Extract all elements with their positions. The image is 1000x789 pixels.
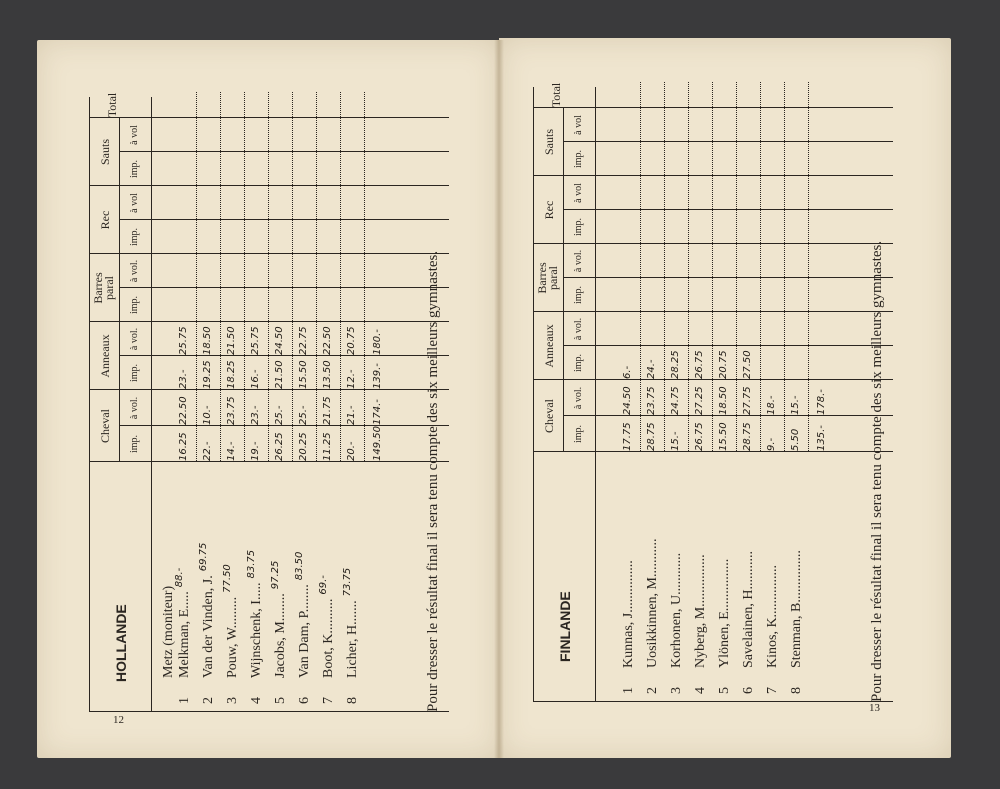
handwritten-score: 25.- <box>298 405 309 425</box>
handwritten-score: 11.25 <box>322 432 333 461</box>
handwritten-score: 20.75 <box>346 326 357 355</box>
row-dotted-rule <box>712 82 713 452</box>
gymnast-row <box>617 560 641 694</box>
gymnast-row <box>785 550 809 694</box>
leader-dots: ....... <box>297 584 312 609</box>
row-dotted-rule <box>736 82 737 452</box>
table-header-rule <box>151 97 152 712</box>
gymnast-name: Uosikkinnen, M. <box>645 573 660 668</box>
barres-header-line1: Barres <box>91 272 105 304</box>
handwritten-score: 12.- <box>346 369 357 389</box>
leader-dots: .............. <box>789 550 804 600</box>
handwritten-score: 23.75 <box>226 396 237 425</box>
subheader-rule <box>119 118 120 186</box>
row-dotted-rule <box>220 92 221 462</box>
column-rule <box>89 321 449 322</box>
footer-note: Pour dresser le résultat final il sera tenu compte des six meilleurs gymnastes. <box>425 250 441 712</box>
column-rule <box>89 117 449 118</box>
barres-header-line1: Barres <box>535 262 549 294</box>
table-top-rule <box>89 97 90 712</box>
leader-dots: .............. <box>621 560 636 610</box>
gymnast-number: 8 <box>345 697 360 704</box>
handwritten-score: 24.- <box>646 359 657 379</box>
subcolumn-rule <box>563 141 893 142</box>
moniteur-label: Metz (moniteur) <box>161 585 176 678</box>
barres-header-line2: paral <box>546 266 560 290</box>
gymnast-number: 3 <box>225 697 240 704</box>
subcolumn-rule <box>563 345 893 346</box>
gymnast-row <box>689 554 713 694</box>
handwritten-score: 10.- <box>202 405 213 425</box>
gymnast-number: 6 <box>741 687 756 694</box>
table-left-rule <box>89 711 449 712</box>
gymnast-row <box>269 561 293 704</box>
leader-dots: .............. <box>765 564 780 614</box>
handwritten-score: 139.- <box>372 363 383 389</box>
gymnast-number: 5 <box>273 697 288 704</box>
leader-dots: .............. <box>693 554 708 604</box>
cheval-header: Cheval <box>542 399 556 433</box>
handwritten-score: 24.75 <box>670 386 681 415</box>
subcolumn-rule <box>119 425 449 426</box>
subheader-rule <box>119 390 120 462</box>
score-sheet-finlande <box>533 82 893 702</box>
handwritten-score: 5.50 <box>790 428 801 451</box>
handwritten-score: 15.- <box>670 431 681 451</box>
country-title: FINLANDE <box>557 591 573 662</box>
gymnast-number: 2 <box>645 687 660 694</box>
imp-subheader: imp. <box>129 363 140 383</box>
column-rule <box>533 451 893 452</box>
a-vol-subheader: à vol <box>573 115 584 135</box>
handwritten-total: 77.50 <box>222 564 233 593</box>
gymnast-name: Kinos, K. <box>765 613 780 668</box>
leader-dots: ........ <box>225 596 240 625</box>
row-dotted-rule <box>292 92 293 462</box>
handwritten-score: 6.- <box>622 365 633 379</box>
table-top-rule <box>533 87 534 702</box>
handwritten-score: 26.25 <box>274 432 285 461</box>
handwritten-score: 135.- <box>816 425 827 451</box>
handwritten-total: 88.- <box>174 567 185 588</box>
row-dotted-rule <box>760 82 761 452</box>
sauts-header: Sauts <box>542 129 556 156</box>
gymnast-row <box>197 543 221 704</box>
handwritten-score: 23.- <box>250 405 261 425</box>
gymnast-row <box>761 565 785 694</box>
total-header: Total <box>549 82 563 108</box>
subheader-rule <box>563 108 564 176</box>
handwritten-score: 15.50 <box>718 422 729 451</box>
subcolumn-rule <box>563 415 893 416</box>
page-number: 12 <box>113 714 124 726</box>
handwritten-score: 28.75 <box>646 422 657 451</box>
row-dotted-rule <box>808 82 809 452</box>
row-dotted-rule <box>688 82 689 452</box>
subcolumn-rule <box>119 151 449 152</box>
leader-dots: .... <box>177 591 192 606</box>
total-header: Total <box>105 92 119 118</box>
gymnast-name: Van der Vinden, J. <box>201 575 216 678</box>
gymnast-name: Boot, K. <box>321 630 336 678</box>
handwritten-score: 23.- <box>178 369 189 389</box>
barres-header-line2: paral <box>102 276 116 300</box>
gymnast-row <box>665 553 689 694</box>
leader-dots: .......... <box>741 550 756 586</box>
rec-header: Rec <box>542 200 556 220</box>
gymnast-name: Stenman, B. <box>789 599 804 668</box>
imp-subheader: imp. <box>129 295 140 315</box>
handwritten-score: 178.- <box>816 389 827 415</box>
column-rule <box>89 185 449 186</box>
gymnast-name: Ylönen, E. <box>717 607 732 668</box>
gymnast-number: 7 <box>321 697 336 704</box>
leader-dots: ....... <box>273 593 288 618</box>
handwritten-score: 27.75 <box>742 386 753 415</box>
table-left-rule <box>533 701 893 702</box>
handwritten-score: 16.- <box>250 369 261 389</box>
footer-note: Pour dresser le résultat final il sera tenu compte des six meilleurs gymnastes. <box>869 240 885 702</box>
handwritten-score: 16.25 <box>178 432 189 461</box>
gymnast-name: Van Dam, P. <box>297 608 312 678</box>
column-rule <box>89 461 449 462</box>
gymnast-number: 7 <box>765 687 780 694</box>
gymnast-row <box>317 575 341 704</box>
gymnast-number: 1 <box>621 687 636 694</box>
handwritten-score: 22.75 <box>298 326 309 355</box>
row-dotted-rule <box>364 92 365 462</box>
handwritten-total: 69.75 <box>198 542 209 572</box>
gymnast-name: Savelainen, H. <box>741 585 756 668</box>
rec-header: Rec <box>98 210 112 230</box>
handwritten-score: 21.75 <box>322 396 333 425</box>
imp-subheader: imp. <box>573 285 584 305</box>
row-dotted-rule <box>316 92 317 462</box>
gymnast-row <box>713 559 737 694</box>
handwritten-score: 20.- <box>346 441 357 461</box>
subheader-rule <box>563 176 564 244</box>
column-rule <box>533 243 893 244</box>
handwritten-score: 22.- <box>202 441 213 461</box>
handwritten-total: 69.- <box>318 575 329 595</box>
leader-dots: .... <box>249 582 264 597</box>
a-vol-subheader: à vol. <box>573 386 584 410</box>
handwritten-score: 20.75 <box>718 350 729 379</box>
book-spine <box>494 40 504 758</box>
gymnast-row <box>221 564 245 704</box>
handwritten-score: 18.- <box>766 395 777 415</box>
handwritten-score: 149.50 <box>372 426 383 461</box>
a-vol-subheader: à vol. <box>129 327 140 351</box>
handwritten-score: 17.75 <box>622 422 633 451</box>
row-dotted-rule <box>244 92 245 462</box>
row-dotted-rule <box>640 82 641 452</box>
a-vol-subheader: à vol. <box>573 249 584 273</box>
imp-subheader: imp. <box>573 217 584 237</box>
gymnast-row <box>341 568 365 704</box>
handwritten-score: 22.50 <box>178 396 189 425</box>
handwritten-score: 24.50 <box>622 386 633 415</box>
handwritten-total: 97.25 <box>270 560 281 590</box>
gymnast-number: 4 <box>249 697 264 704</box>
handwritten-score: 180.- <box>372 329 383 355</box>
handwritten-score: 23.75 <box>646 386 657 415</box>
handwritten-score: 24.50 <box>274 326 285 355</box>
handwritten-score: 20.25 <box>298 432 309 461</box>
right-page <box>499 38 951 758</box>
gymnast-row <box>245 550 269 704</box>
column-rule <box>533 175 893 176</box>
leader-dots: .............. <box>717 558 732 608</box>
gymnast-name: Melkman, E. <box>177 605 192 678</box>
subcolumn-rule <box>119 287 449 288</box>
handwritten-score: 18.50 <box>718 386 729 415</box>
leader-dots: ......... <box>321 598 336 631</box>
handwritten-total: 83.75 <box>246 549 257 579</box>
handwritten-score: 26.75 <box>694 350 705 379</box>
country-title: HOLLANDE <box>113 604 129 682</box>
handwritten-score: 174.- <box>372 399 383 425</box>
score-sheet-hollande <box>89 92 449 712</box>
a-vol-subheader: à vol <box>573 183 584 203</box>
handwritten-total: 73.75 <box>342 567 353 597</box>
row-dotted-rule <box>268 92 269 462</box>
handwritten-score: 27.50 <box>742 350 753 379</box>
handwritten-score: 18.25 <box>226 360 237 389</box>
handwritten-score: 15.- <box>790 395 801 415</box>
gymnast-row <box>737 551 761 694</box>
anneaux-header: Anneaux <box>98 334 112 378</box>
subheader-rule <box>563 380 564 452</box>
row-dotted-rule <box>784 82 785 452</box>
handwritten-score: 25.75 <box>250 326 261 355</box>
leader-dots: ...... <box>345 600 360 622</box>
column-rule <box>89 389 449 390</box>
leader-dots: ........... <box>669 552 684 592</box>
gymnast-name: Licher, H. <box>345 621 360 678</box>
handwritten-score: 21.- <box>346 405 357 425</box>
handwritten-score: 25.75 <box>178 326 189 355</box>
gymnast-number: 4 <box>693 687 708 694</box>
column-rule <box>89 253 449 254</box>
subheader-rule <box>563 244 564 312</box>
gymnast-name: Pouw, W. <box>225 624 240 678</box>
handwritten-score: 15.50 <box>298 360 309 389</box>
sauts-header: Sauts <box>98 139 112 166</box>
row-dotted-rule <box>664 82 665 452</box>
gymnast-number: 5 <box>717 687 732 694</box>
gymnast-name: Korhonen, U. <box>669 591 684 668</box>
handwritten-total: 83.50 <box>294 551 305 581</box>
gymnast-name: Nyberg, M. <box>693 603 708 668</box>
cheval-header: Cheval <box>98 409 112 443</box>
handwritten-score: 19.25 <box>202 360 213 389</box>
handwritten-score: 28.75 <box>742 422 753 451</box>
page-number: 13 <box>869 702 880 714</box>
handwritten-score: 19.- <box>250 441 261 461</box>
handwritten-score: 18.50 <box>202 326 213 355</box>
column-rule <box>533 379 893 380</box>
handwritten-score: 13.50 <box>322 360 333 389</box>
gymnast-number: 8 <box>789 687 804 694</box>
gymnast-number: 3 <box>669 687 684 694</box>
handwritten-score: 25.- <box>274 405 285 425</box>
imp-subheader: imp. <box>573 353 584 373</box>
column-rule <box>533 107 893 108</box>
handwritten-score: 21.50 <box>226 326 237 355</box>
gymnast-name: Kunnas, J. <box>621 609 636 668</box>
handwritten-score: 28.25 <box>670 350 681 379</box>
imp-subheader: imp. <box>129 227 140 247</box>
subheader-rule <box>119 322 120 390</box>
handwritten-score: 22.50 <box>322 326 333 355</box>
handwritten-score: 9.- <box>766 437 777 451</box>
a-vol-subheader: à vol. <box>129 396 140 420</box>
gymnast-name: Jacobs, M. <box>273 617 288 678</box>
handwritten-score: 27.25 <box>694 386 705 415</box>
subheader-rule <box>119 186 120 254</box>
gymnast-number: 1 <box>177 697 192 704</box>
subheader-rule <box>119 254 120 322</box>
left-page <box>37 40 499 758</box>
gymnast-number: 6 <box>297 697 312 704</box>
subheader-rule <box>563 312 564 380</box>
gymnast-name: Wijnschenk, I. <box>249 596 264 678</box>
imp-subheader: imp. <box>573 149 584 169</box>
a-vol-subheader: à vol. <box>573 317 584 341</box>
leader-dots: .......... <box>645 538 660 574</box>
subcolumn-rule <box>563 209 893 210</box>
a-vol-subheader: à vol. <box>129 259 140 283</box>
imp-subheader: imp. <box>573 424 584 444</box>
table-header-rule <box>595 87 596 702</box>
a-vol-subheader: à vol <box>129 125 140 145</box>
row-dotted-rule <box>196 92 197 462</box>
gymnast-row <box>641 539 665 695</box>
gymnast-row <box>293 552 317 704</box>
subcolumn-rule <box>119 219 449 220</box>
imp-subheader: imp. <box>129 434 140 454</box>
anneaux-header: Anneaux <box>542 324 556 368</box>
handwritten-score: 26.75 <box>694 422 705 451</box>
handwritten-score: 14.- <box>226 441 237 461</box>
a-vol-subheader: à vol <box>129 193 140 213</box>
subcolumn-rule <box>563 277 893 278</box>
column-rule <box>533 311 893 312</box>
row-dotted-rule <box>340 92 341 462</box>
gymnast-number: 2 <box>201 697 216 704</box>
subcolumn-rule <box>119 355 449 356</box>
imp-subheader: imp. <box>129 159 140 179</box>
handwritten-score: 21.50 <box>274 360 285 389</box>
